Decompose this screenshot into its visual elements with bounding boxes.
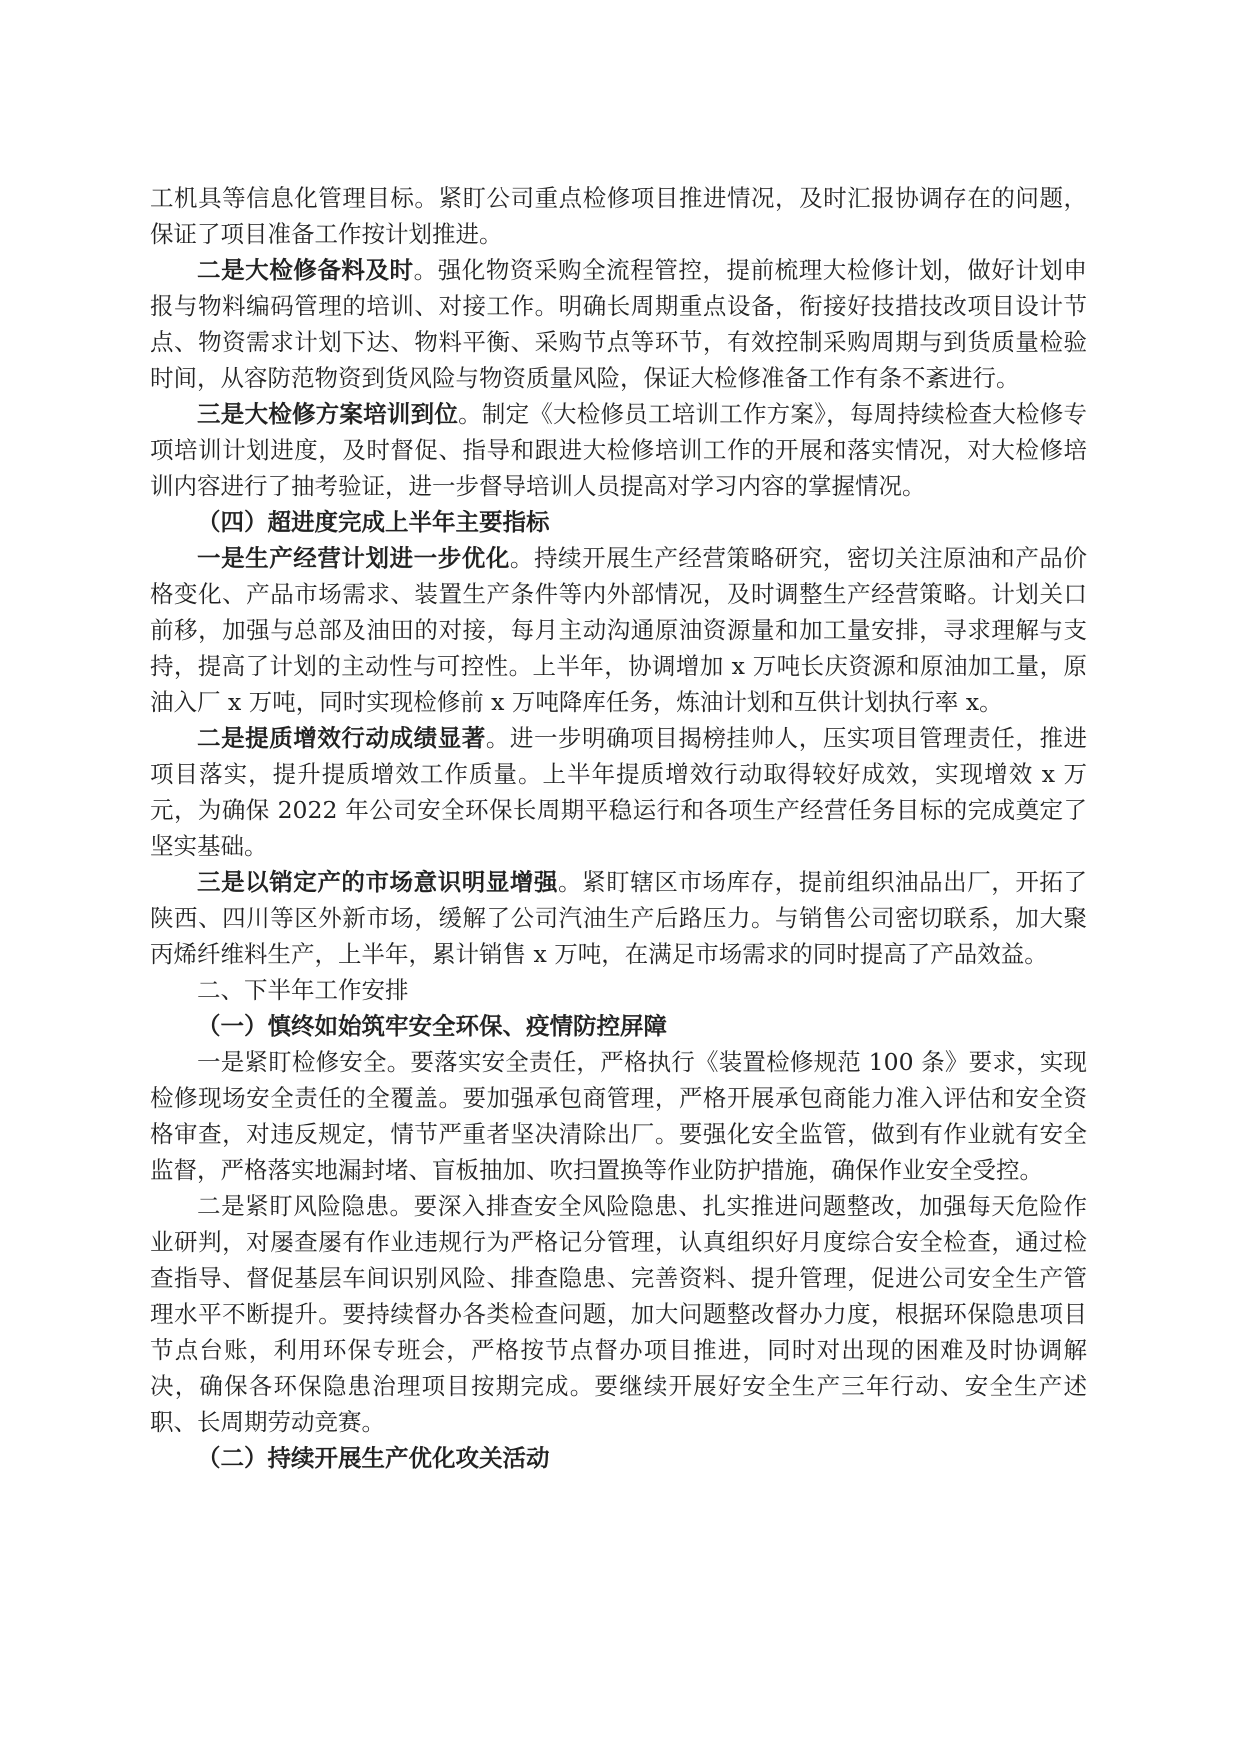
paragraph-text: 。制定《大检修员工培训工作方案》，每周持续检查大检修专项培训计划进度，及时督促、指导和跟进大检修培训工作的开展和落实情况，对大检修培训内容进行了抽考验证，进一步督导培训人员提高对学习内容的掌握情况。 xyxy=(150,400,1088,500)
document-page xyxy=(150,180,1087,1476)
heading-section-2-2: （二）持续开展生产优化攻关活动 xyxy=(197,1444,550,1472)
paragraph-text: 。持续开展生产经营策略研究，密切关注原油和产品价格变化、产品市场需求、装置生产条件等内外部情况，及时调整生产经营策略。计划关口前移，加强与总部及油田的对接，每月主动沟通原油资源量和加工量安排，寻求理解与支持，提高了计划的主动性与可控性。上半年，协调增加 x 万吨长庆资源和原油加工量，原油入厂 x 万吨，同时实现检修前 x 万吨降库任务，炼油计划和互供计划执行率 x。 xyxy=(150,544,1088,716)
paragraph-text: 工机具等信息化管理目标。紧盯公司重点检修项目推进情况，及时汇报协调存在的问题，保证了项目准备工作按计划推进。 xyxy=(150,184,1087,248)
paragraph-risk-hazard xyxy=(150,1188,1087,1440)
section-title-2: 二、下半年工作安排 xyxy=(197,976,409,1004)
paragraph-lead: 一是生产经营计划进一步优化 xyxy=(197,544,510,572)
paragraph-lead: 二是大检修备料及时 xyxy=(197,256,414,284)
paragraph-text: 。进一步明确项目揭榜挂帅人，压实项目管理责任，推进项目落实，提升提质增效工作质量。上半年提质增效行动取得较好成效，实现增效 x 万元，为确保 2022 年公司安全环保长周期平稳运行和各项生产经营任务目标的完成奠定了坚实基础。 xyxy=(150,724,1088,860)
paragraph-lead: 三是大检修方案培训到位 xyxy=(197,400,459,428)
paragraph-inspection-safety xyxy=(150,1044,1087,1188)
paragraph-text: 。强化物资采购全流程管控，提前梳理大检修计划，做好计划申报与物料编码管理的培训、对接工作。明确长周期重点设备，衔接好技措技改项目设计节点、物资需求计划下达、物料平衡、采购节点等环节，有效控制采购周期与到货质量检验时间，从容防范物资到货风险与物资质量风险，保证大检修准备工作有条不紊进行。 xyxy=(150,256,1087,392)
heading-section-4: （四）超进度完成上半年主要指标 xyxy=(197,508,550,536)
paragraph-lead: 三是以销定产的市场意识明显增强 xyxy=(197,868,559,896)
paragraph-efficiency xyxy=(150,720,1087,864)
paragraph-continued xyxy=(150,180,1087,252)
paragraph-training xyxy=(150,396,1087,504)
paragraph-lead: 二是提质增效行动成绩显著 xyxy=(197,724,486,752)
paragraph-material-preparation xyxy=(150,252,1087,396)
paragraph-market xyxy=(150,864,1087,972)
paragraph-production-plan xyxy=(150,540,1087,720)
paragraph-text: 二是紧盯风险隐患。要深入排查安全风险隐患、扎实推进问题整改，加强每天危险作业研判，对屡查屡有作业违规行为严格记分管理，认真组织好月度综合安全检查，通过检查指导、督促基层车间识别风险、排查隐患、完善资料、提升管理，促进公司安全生产管理水平不断提升。要持续督办各类检查问题，加大问题整改督办力度，根据环保隐患项目节点台账，利用环保专班会，严格按节点督办项目推进，同时对出现的困难及时协调解决，确保各环保隐患治理项目按期完成。要继续开展好安全生产三年行动、安全生产述职、长周期劳动竞赛。 xyxy=(150,1192,1087,1436)
paragraph-text: 一是紧盯检修安全。要落实安全责任，严格执行《装置检修规范 100 条》要求，实现检修现场安全责任的全覆盖。要加强承包商管理，严格开展承包商能力准入评估和安全资格审查，对违反规定，情节严重者坚决清除出厂。要强化安全监管，做到有作业就有安全监督，严格落实地漏封堵、盲板抽加、吹扫置换等作业防护措施，确保作业安全受控。 xyxy=(150,1048,1087,1184)
heading-section-2-1: （一）慎终如始筑牢安全环保、疫情防控屏障 xyxy=(197,1012,667,1040)
paragraph-text: 。紧盯辖区市场库存，提前组织油品出厂，开拓了陕西、四川等区外新市场，缓解了公司汽油生产后路压力。与销售公司密切联系，加大聚丙烯纤维料生产，上半年，累计销售 x 万吨，在满足市场需求的同时提高了产品效益。 xyxy=(150,868,1088,968)
